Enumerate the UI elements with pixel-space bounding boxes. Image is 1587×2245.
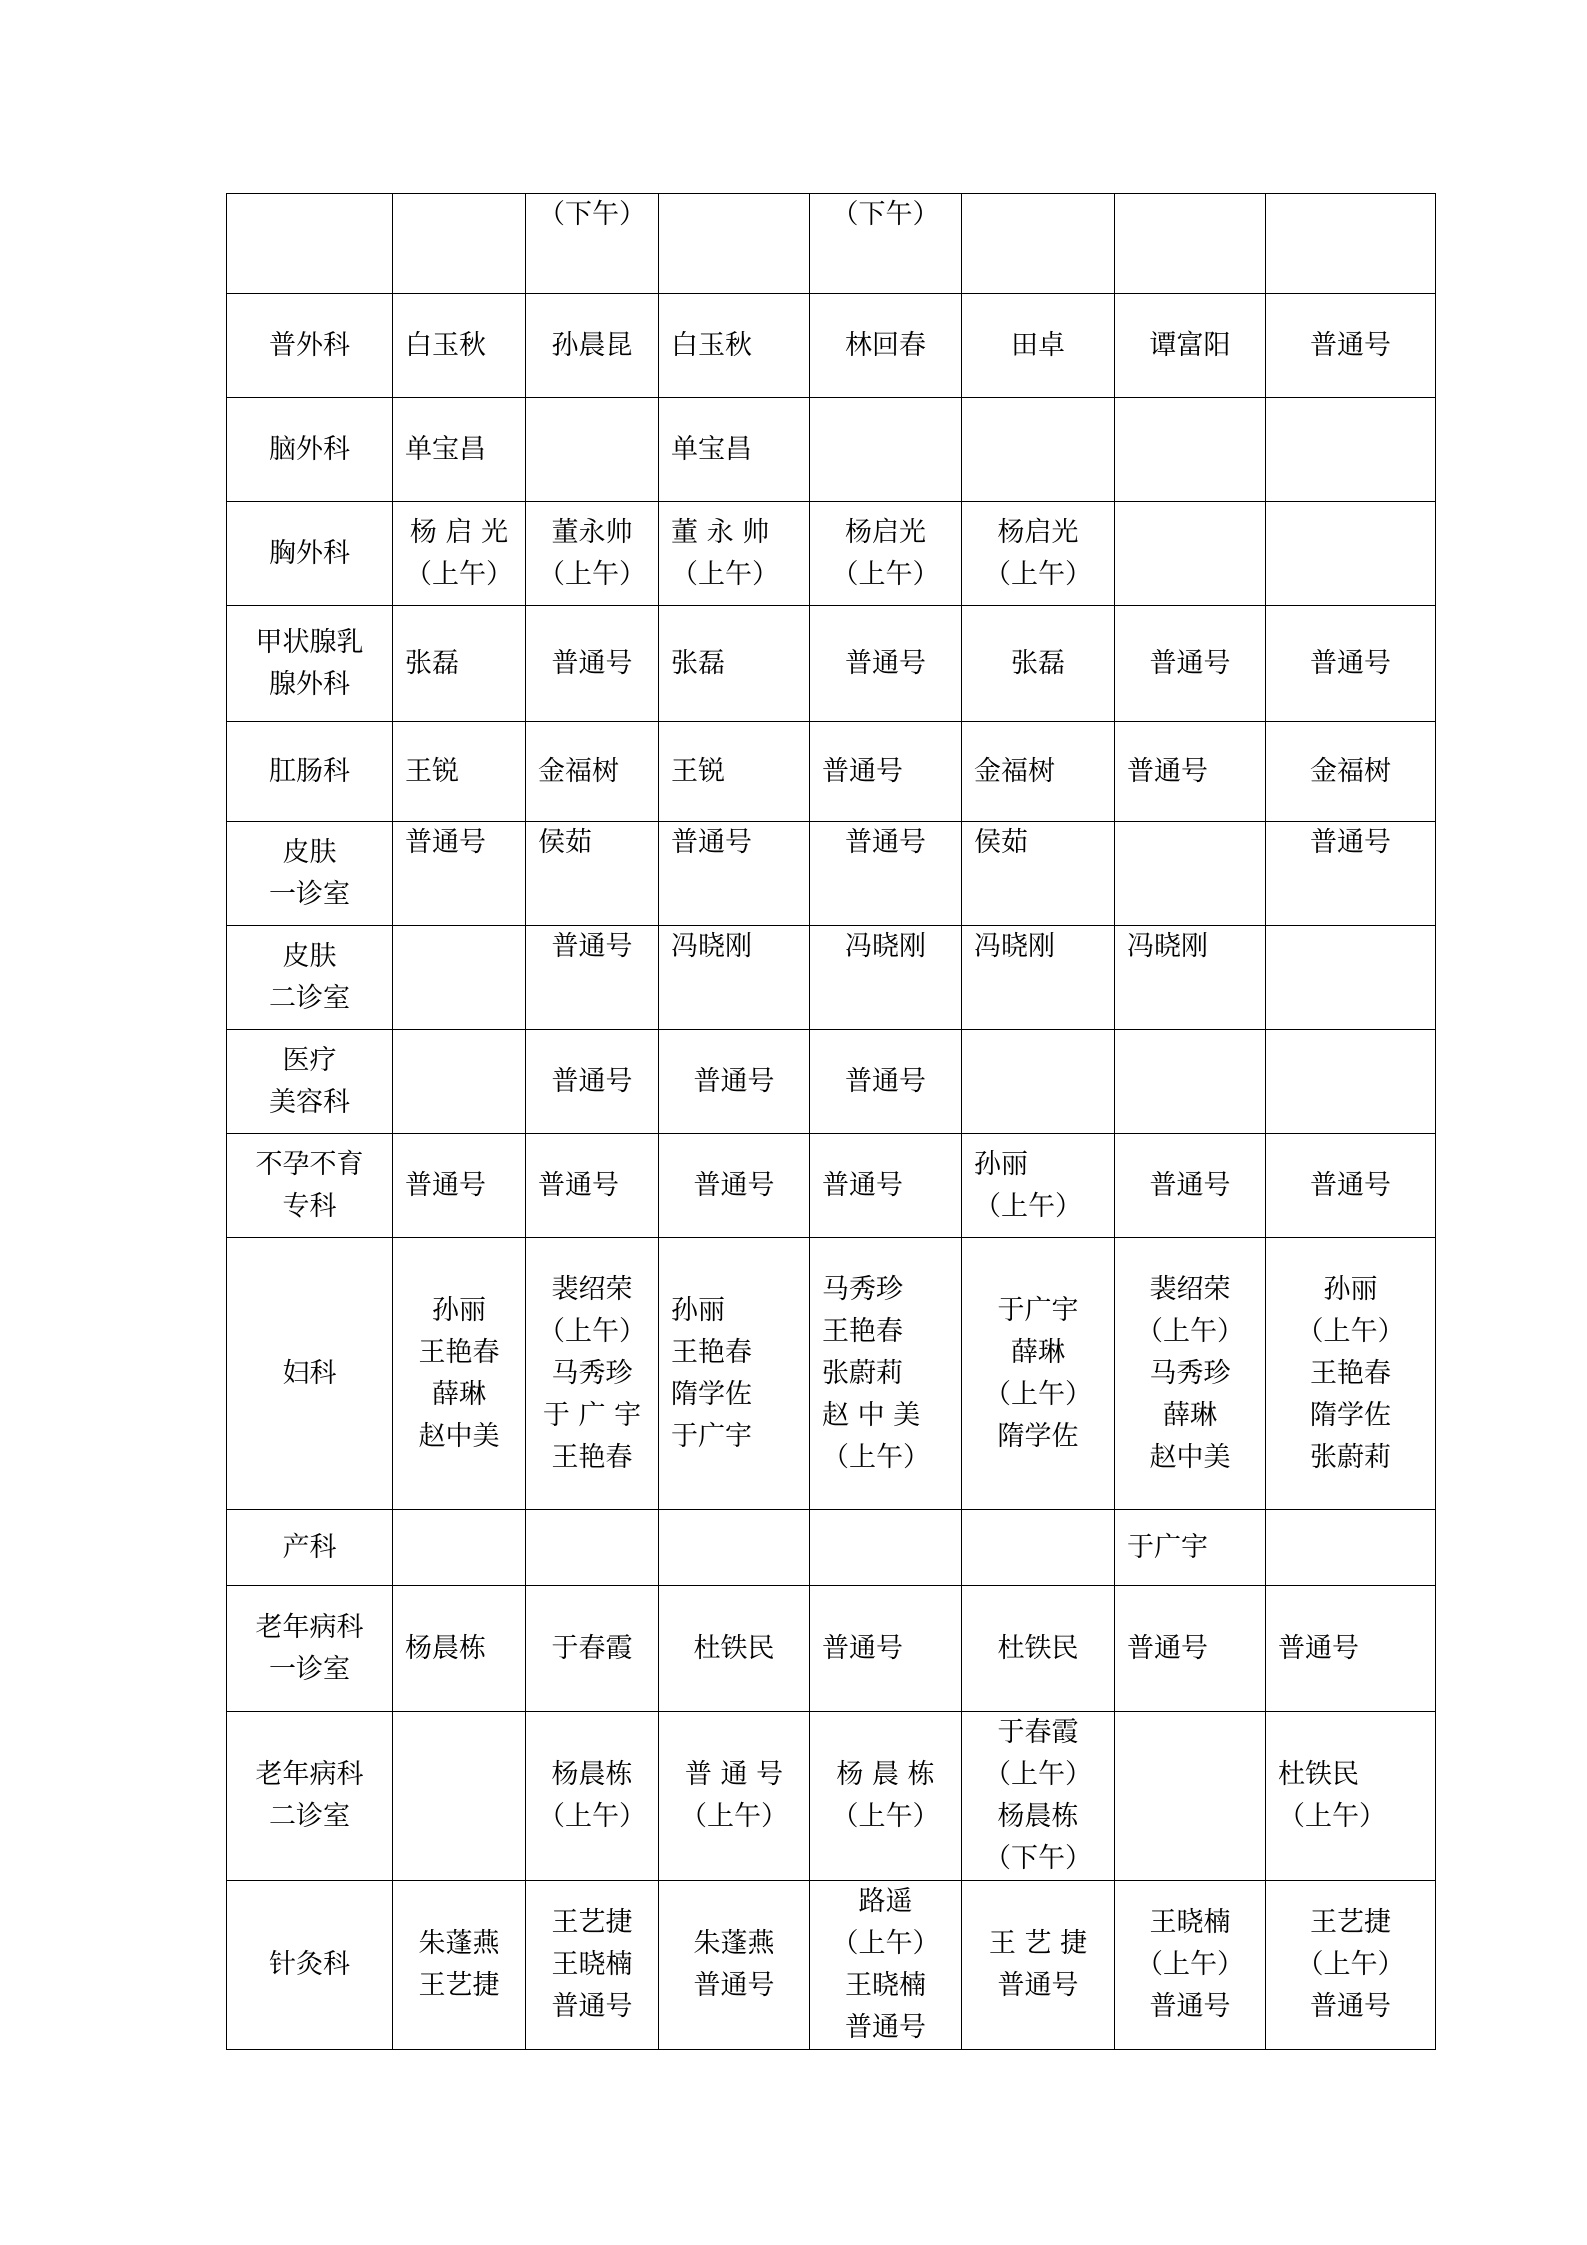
schedule-cell bbox=[393, 502, 526, 606]
doctor-entry: 王艳春 bbox=[551, 1441, 633, 1473]
table-row bbox=[227, 1510, 1436, 1586]
schedule-cell bbox=[962, 502, 1115, 606]
doctor-entry: 金福树 bbox=[538, 755, 619, 787]
doctor-entry: 杨 启 光 bbox=[409, 516, 509, 548]
schedule-cell bbox=[526, 1712, 659, 1881]
doctor-entry: 薛琳 bbox=[1011, 1336, 1065, 1368]
doctor-entry: 于 广 宇 bbox=[542, 1399, 642, 1431]
schedule-cell bbox=[810, 1712, 962, 1881]
doctor-entry: 张磊 bbox=[405, 647, 459, 679]
table-row bbox=[227, 926, 1436, 1030]
schedule-cell bbox=[659, 1712, 810, 1881]
schedule-cell bbox=[659, 1586, 810, 1712]
doctor-entry: 王锐 bbox=[671, 755, 725, 787]
schedule-cell bbox=[1115, 1238, 1266, 1510]
doctor-entry: 普通号 bbox=[693, 1169, 775, 1201]
department-name: 皮肤 bbox=[282, 940, 337, 972]
department-cell bbox=[227, 194, 393, 294]
schedule-cell bbox=[1266, 606, 1436, 722]
schedule-cell bbox=[1115, 606, 1266, 722]
doctor-entry: 普通号 bbox=[1310, 329, 1391, 361]
doctor-entry: 王艳春 bbox=[418, 1336, 500, 1368]
doctor-entry: 杨启光 bbox=[845, 516, 926, 548]
doctor-entry: 普通号 bbox=[1127, 1632, 1208, 1664]
department-name: 医疗 bbox=[282, 1044, 337, 1076]
doctor-entry: 普通号 bbox=[551, 1991, 633, 2022]
doctor-entry: 于春霞 bbox=[551, 1632, 633, 1664]
table-row bbox=[227, 194, 1436, 294]
schedule-cell bbox=[659, 1238, 810, 1510]
schedule-cell bbox=[962, 1030, 1115, 1134]
schedule-cell bbox=[526, 926, 659, 1030]
schedule-cell bbox=[810, 1586, 962, 1712]
doctor-entry: （上午） bbox=[538, 1315, 646, 1347]
schedule-cell bbox=[810, 926, 962, 1030]
schedule-cell bbox=[810, 1030, 962, 1134]
department-cell bbox=[227, 926, 393, 1030]
schedule-cell bbox=[810, 606, 962, 722]
schedule-cell bbox=[393, 194, 526, 294]
schedule-cell bbox=[526, 606, 659, 722]
schedule-cell bbox=[1266, 294, 1436, 398]
schedule-cell bbox=[962, 194, 1115, 294]
doctor-entry: （上午） bbox=[1136, 1949, 1244, 1980]
doctor-entry: 单宝昌 bbox=[405, 433, 486, 465]
schedule-cell bbox=[1266, 1030, 1436, 1134]
doctor-entry: 林回春 bbox=[845, 329, 926, 361]
department-cell bbox=[227, 1586, 393, 1712]
doctor-entry: 普通号 bbox=[1149, 1991, 1231, 2022]
table-row bbox=[227, 1238, 1436, 1510]
doctor-entry: 普通号 bbox=[693, 1970, 775, 2001]
department-name: 肛肠科 bbox=[269, 755, 350, 787]
schedule-cell bbox=[962, 606, 1115, 722]
table-row bbox=[227, 294, 1436, 398]
doctor-entry: （上午） bbox=[1296, 1949, 1405, 1980]
department-cell bbox=[227, 722, 393, 822]
schedule-cell bbox=[1266, 722, 1436, 822]
doctor-entry: 普通号 bbox=[1310, 647, 1391, 679]
schedule-cell bbox=[1115, 1881, 1266, 2050]
doctor-entry: 孙丽 bbox=[1323, 1273, 1378, 1305]
schedule-cell bbox=[659, 926, 810, 1030]
doctor-entry: 孙晨昆 bbox=[551, 329, 633, 361]
department-name: 一诊室 bbox=[269, 878, 350, 910]
schedule-cell bbox=[1115, 1030, 1266, 1134]
doctor-entry: 孙丽 bbox=[432, 1294, 486, 1326]
doctor-entry: 隋学佐 bbox=[671, 1378, 752, 1410]
doctor-entry: （下午） bbox=[831, 199, 940, 230]
schedule-cell bbox=[962, 1586, 1115, 1712]
department-name: 腺外科 bbox=[269, 668, 350, 700]
schedule-cell bbox=[393, 294, 526, 398]
schedule-cell bbox=[962, 822, 1115, 926]
schedule-cell bbox=[393, 722, 526, 822]
doctor-entry: 路遥 bbox=[858, 1886, 913, 1917]
schedule-cell bbox=[393, 1134, 526, 1238]
schedule-cell bbox=[526, 294, 659, 398]
doctor-entry: （上午） bbox=[1278, 1801, 1386, 1832]
doctor-entry: （上午） bbox=[1296, 1315, 1405, 1347]
doctor-entry: 王 艺 捷 bbox=[988, 1928, 1088, 1959]
schedule-cell bbox=[526, 1586, 659, 1712]
schedule-cell bbox=[1266, 1510, 1436, 1586]
schedule-cell bbox=[962, 398, 1115, 502]
doctor-entry: 张磊 bbox=[1011, 647, 1065, 679]
doctor-entry: 普通号 bbox=[822, 1169, 903, 1201]
schedule-cell bbox=[393, 1030, 526, 1134]
table-row bbox=[227, 722, 1436, 822]
schedule-cell bbox=[393, 822, 526, 926]
doctor-entry: 谭富阳 bbox=[1149, 329, 1231, 361]
schedule-cell bbox=[962, 722, 1115, 822]
doctor-entry: 董 永 帅 bbox=[671, 516, 770, 548]
department-name: 二诊室 bbox=[269, 1801, 350, 1832]
doctor-entry: 冯晓刚 bbox=[974, 931, 1055, 962]
schedule-cell bbox=[810, 722, 962, 822]
doctor-entry: 王艳春 bbox=[822, 1315, 903, 1347]
doctor-entry: 杜铁民 bbox=[693, 1632, 775, 1664]
schedule-cell bbox=[526, 1134, 659, 1238]
doctor-entry: 普通号 bbox=[845, 827, 926, 858]
schedule-cell bbox=[1266, 1586, 1436, 1712]
schedule-cell bbox=[1115, 1586, 1266, 1712]
table-row bbox=[227, 398, 1436, 502]
schedule-cell bbox=[659, 1134, 810, 1238]
doctor-entry: 杜铁民 bbox=[1278, 1759, 1359, 1790]
doctor-entry: 马秀珍 bbox=[551, 1357, 633, 1389]
doctor-entry: 王艺捷 bbox=[1310, 1907, 1391, 1938]
doctor-entry: 普通号 bbox=[693, 1065, 775, 1097]
doctor-entry: 朱蓬燕 bbox=[693, 1928, 775, 1959]
department-name: 甲状腺乳 bbox=[255, 626, 364, 658]
doctor-entry: 杨启光 bbox=[997, 516, 1079, 548]
doctor-entry: （上午） bbox=[538, 1801, 646, 1832]
schedule-cell bbox=[1266, 1238, 1436, 1510]
table-row bbox=[227, 1030, 1436, 1134]
doctor-entry: （上午） bbox=[984, 1378, 1092, 1410]
schedule-cell bbox=[659, 722, 810, 822]
schedule-cell bbox=[1266, 194, 1436, 294]
schedule-cell bbox=[526, 822, 659, 926]
schedule-cell bbox=[1266, 502, 1436, 606]
department-name: 皮肤 bbox=[282, 836, 337, 868]
department-cell bbox=[227, 1238, 393, 1510]
doctor-entry: 普通号 bbox=[1149, 1169, 1231, 1201]
schedule-cell bbox=[810, 1881, 962, 2050]
department-cell bbox=[227, 1712, 393, 1881]
department-name: 不孕不育 bbox=[255, 1148, 364, 1180]
department-name: 针灸科 bbox=[269, 1949, 350, 1980]
table-row bbox=[227, 1881, 1436, 2050]
table-row bbox=[227, 502, 1436, 606]
doctor-entry: （下午） bbox=[538, 199, 646, 230]
schedule-cell bbox=[659, 1510, 810, 1586]
doctor-entry: 王艳春 bbox=[671, 1336, 752, 1368]
doctor-entry: 王艺捷 bbox=[418, 1970, 500, 2001]
department-name: 普外科 bbox=[269, 329, 350, 361]
schedule-cell bbox=[393, 1238, 526, 1510]
doctor-entry: （上午） bbox=[831, 1928, 940, 1959]
department-name: 老年病科 bbox=[255, 1611, 364, 1643]
department-name: 妇科 bbox=[282, 1357, 337, 1389]
schedule-cell bbox=[659, 194, 810, 294]
schedule-cell bbox=[962, 926, 1115, 1030]
doctor-entry: 孙丽 bbox=[671, 1294, 725, 1326]
doctor-entry: 裴绍荣 bbox=[551, 1273, 633, 1305]
doctor-entry: 白玉秋 bbox=[671, 329, 752, 361]
doctor-entry: 普 通 号 bbox=[684, 1759, 784, 1790]
doctor-entry: 普通号 bbox=[822, 755, 903, 787]
doctor-entry: 普通号 bbox=[845, 647, 926, 679]
doctor-entry: 金福树 bbox=[1310, 755, 1391, 787]
schedule-cell bbox=[1266, 926, 1436, 1030]
doctor-entry: （上午） bbox=[974, 1190, 1082, 1222]
schedule-cell bbox=[810, 502, 962, 606]
doctor-entry: 普通号 bbox=[845, 1065, 926, 1097]
doctor-entry: （上午） bbox=[680, 1801, 788, 1832]
department-name: 脑外科 bbox=[269, 433, 350, 465]
department-name: 二诊室 bbox=[269, 982, 350, 1014]
doctor-entry: 普通号 bbox=[1127, 755, 1208, 787]
department-name: 美容科 bbox=[269, 1086, 350, 1118]
schedule-cell bbox=[659, 1881, 810, 2050]
table-row bbox=[227, 1134, 1436, 1238]
department-cell bbox=[227, 822, 393, 926]
doctor-entry: 杨晨栋 bbox=[405, 1632, 486, 1664]
schedule-cell bbox=[393, 1712, 526, 1881]
schedule-cell bbox=[393, 398, 526, 502]
doctor-entry: （下午） bbox=[984, 1843, 1092, 1874]
doctor-entry: 赵中美 bbox=[418, 1420, 500, 1452]
schedule-cell bbox=[526, 1510, 659, 1586]
doctor-entry: 侯茹 bbox=[538, 827, 592, 858]
schedule-cell bbox=[1115, 294, 1266, 398]
doctor-entry: 金福树 bbox=[974, 755, 1055, 787]
doctor-entry: （上午） bbox=[831, 1801, 940, 1832]
schedule-cell bbox=[810, 294, 962, 398]
schedule-cell bbox=[962, 1881, 1115, 2050]
table-row bbox=[227, 1712, 1436, 1881]
schedule-cell bbox=[659, 502, 810, 606]
doctor-entry: （上午） bbox=[831, 558, 940, 590]
doctor-entry: 普通号 bbox=[405, 827, 486, 858]
schedule-cell bbox=[1115, 1510, 1266, 1586]
schedule-cell bbox=[526, 1030, 659, 1134]
doctor-entry: 普通号 bbox=[997, 1970, 1079, 2001]
doctor-entry: 普通号 bbox=[538, 1169, 619, 1201]
doctor-entry: 马秀珍 bbox=[822, 1273, 903, 1305]
doctor-entry: 隋学佐 bbox=[1310, 1399, 1391, 1431]
schedule-cell bbox=[659, 606, 810, 722]
doctor-entry: （上午） bbox=[984, 558, 1092, 590]
department-name: 老年病科 bbox=[255, 1759, 364, 1790]
schedule-cell bbox=[659, 1030, 810, 1134]
schedule-cell bbox=[659, 398, 810, 502]
department-cell bbox=[227, 1881, 393, 2050]
doctor-entry: 薛琳 bbox=[1163, 1399, 1217, 1431]
schedule-cell bbox=[393, 1586, 526, 1712]
schedule-cell bbox=[810, 1238, 962, 1510]
doctor-entry: 白玉秋 bbox=[405, 329, 486, 361]
schedule-cell bbox=[1115, 822, 1266, 926]
department-cell bbox=[227, 398, 393, 502]
department-cell bbox=[227, 1030, 393, 1134]
doctor-entry: 张蔚莉 bbox=[1310, 1441, 1391, 1473]
schedule-cell bbox=[526, 194, 659, 294]
department-cell bbox=[227, 1134, 393, 1238]
schedule-cell bbox=[1115, 926, 1266, 1030]
doctor-entry: 普通号 bbox=[1278, 1632, 1359, 1664]
doctor-entry: 普通号 bbox=[1310, 1991, 1391, 2022]
schedule-cell bbox=[810, 1134, 962, 1238]
schedule-cell bbox=[526, 1881, 659, 2050]
doctor-entry: 普通号 bbox=[1310, 1169, 1391, 1201]
doctor-entry: 普通号 bbox=[1149, 647, 1231, 679]
doctor-entry: 普通号 bbox=[671, 827, 752, 858]
schedule-cell bbox=[810, 398, 962, 502]
doctor-entry: 隋学佐 bbox=[997, 1420, 1079, 1452]
department-cell bbox=[227, 1510, 393, 1586]
schedule-cell bbox=[526, 722, 659, 822]
doctor-entry: （上午） bbox=[984, 1759, 1092, 1790]
table-row bbox=[227, 822, 1436, 926]
doctor-entry: 单宝昌 bbox=[671, 433, 752, 465]
department-cell bbox=[227, 606, 393, 722]
schedule-cell bbox=[962, 1238, 1115, 1510]
doctor-entry: 冯晓刚 bbox=[671, 931, 752, 962]
doctor-entry: 普通号 bbox=[822, 1632, 903, 1664]
doctor-entry: 侯茹 bbox=[974, 827, 1028, 858]
schedule-cell bbox=[526, 502, 659, 606]
doctor-entry: 冯晓刚 bbox=[845, 931, 926, 962]
doctor-entry: 张磊 bbox=[671, 647, 725, 679]
schedule-cell bbox=[1266, 822, 1436, 926]
doctor-entry: 田卓 bbox=[1011, 329, 1065, 361]
schedule-cell bbox=[1266, 1712, 1436, 1881]
doctor-entry: 王晓楠 bbox=[845, 1970, 926, 2001]
department-name: 胸外科 bbox=[269, 537, 350, 569]
doctor-entry: 于广宇 bbox=[997, 1294, 1079, 1326]
schedule-cell bbox=[1266, 1881, 1436, 2050]
doctor-entry: 张蔚莉 bbox=[822, 1357, 903, 1389]
doctor-entry: （上午） bbox=[822, 1441, 930, 1473]
doctor-entry: 赵中美 bbox=[1149, 1441, 1231, 1473]
schedule-cell bbox=[1266, 398, 1436, 502]
schedule-cell bbox=[526, 1238, 659, 1510]
doctor-entry: 于广宇 bbox=[671, 1420, 752, 1452]
doctor-entry: 于春霞 bbox=[997, 1717, 1079, 1748]
doctor-entry: （上午） bbox=[538, 558, 646, 590]
schedule-cell bbox=[1115, 1134, 1266, 1238]
doctor-entry: 王艺捷 bbox=[551, 1907, 633, 1938]
doctor-entry: 普通号 bbox=[551, 647, 633, 679]
department-cell bbox=[227, 294, 393, 398]
doctor-entry: 杨晨栋 bbox=[551, 1759, 633, 1790]
doctor-entry: 冯晓刚 bbox=[1127, 931, 1208, 962]
table-row bbox=[227, 1586, 1436, 1712]
department-cell bbox=[227, 502, 393, 606]
schedule-cell bbox=[393, 926, 526, 1030]
doctor-entry: （上午） bbox=[671, 558, 779, 590]
doctor-entry: 马秀珍 bbox=[1149, 1357, 1231, 1389]
schedule-cell bbox=[393, 1510, 526, 1586]
clinic-schedule-table bbox=[226, 193, 1436, 2050]
schedule-cell bbox=[393, 606, 526, 722]
department-name: 产科 bbox=[282, 1531, 337, 1563]
schedule-cell bbox=[659, 822, 810, 926]
doctor-entry: （上午） bbox=[1136, 1315, 1244, 1347]
schedule-cell bbox=[1115, 722, 1266, 822]
schedule-cell bbox=[810, 1510, 962, 1586]
doctor-entry: 赵 中 美 bbox=[822, 1399, 921, 1431]
doctor-entry: 杨晨栋 bbox=[997, 1801, 1079, 1832]
doctor-entry: 孙丽 bbox=[974, 1148, 1028, 1180]
doctor-entry: 董永帅 bbox=[551, 516, 633, 548]
schedule-cell bbox=[962, 1510, 1115, 1586]
doctor-entry: 薛琳 bbox=[432, 1378, 486, 1410]
doctor-entry: 王晓楠 bbox=[1149, 1907, 1231, 1938]
schedule-cell bbox=[810, 194, 962, 294]
department-name: 一诊室 bbox=[269, 1653, 350, 1685]
schedule-cell bbox=[659, 294, 810, 398]
schedule-cell bbox=[962, 294, 1115, 398]
schedule-cell bbox=[1115, 194, 1266, 294]
schedule-cell bbox=[1266, 1134, 1436, 1238]
doctor-entry: 杨 晨 栋 bbox=[836, 1759, 935, 1790]
doctor-entry: 于广宇 bbox=[1127, 1531, 1208, 1563]
table-row bbox=[227, 606, 1436, 722]
schedule-cell bbox=[1115, 1712, 1266, 1881]
doctor-entry: 普通号 bbox=[551, 931, 633, 962]
schedule-cell bbox=[1115, 502, 1266, 606]
doctor-entry: 王艳春 bbox=[1310, 1357, 1391, 1389]
schedule-cell bbox=[393, 1881, 526, 2050]
schedule-body bbox=[227, 194, 1436, 2050]
schedule-cell bbox=[1115, 398, 1266, 502]
schedule-cell bbox=[810, 822, 962, 926]
doctor-entry: （上午） bbox=[405, 558, 513, 590]
doctor-entry: 普通号 bbox=[551, 1065, 633, 1097]
doctor-entry: 裴绍荣 bbox=[1149, 1273, 1231, 1305]
doctor-entry: 普通号 bbox=[1310, 827, 1391, 858]
department-name: 专科 bbox=[282, 1190, 337, 1222]
schedule-cell bbox=[962, 1712, 1115, 1881]
doctor-entry: 杜铁民 bbox=[997, 1632, 1079, 1664]
schedule-cell bbox=[526, 398, 659, 502]
doctor-entry: 普通号 bbox=[845, 2012, 926, 2043]
doctor-entry: 普通号 bbox=[405, 1169, 486, 1201]
doctor-entry: 王锐 bbox=[405, 755, 459, 787]
doctor-entry: 王晓楠 bbox=[551, 1949, 633, 1980]
schedule-cell bbox=[962, 1134, 1115, 1238]
doctor-entry: 朱蓬燕 bbox=[418, 1928, 500, 1959]
